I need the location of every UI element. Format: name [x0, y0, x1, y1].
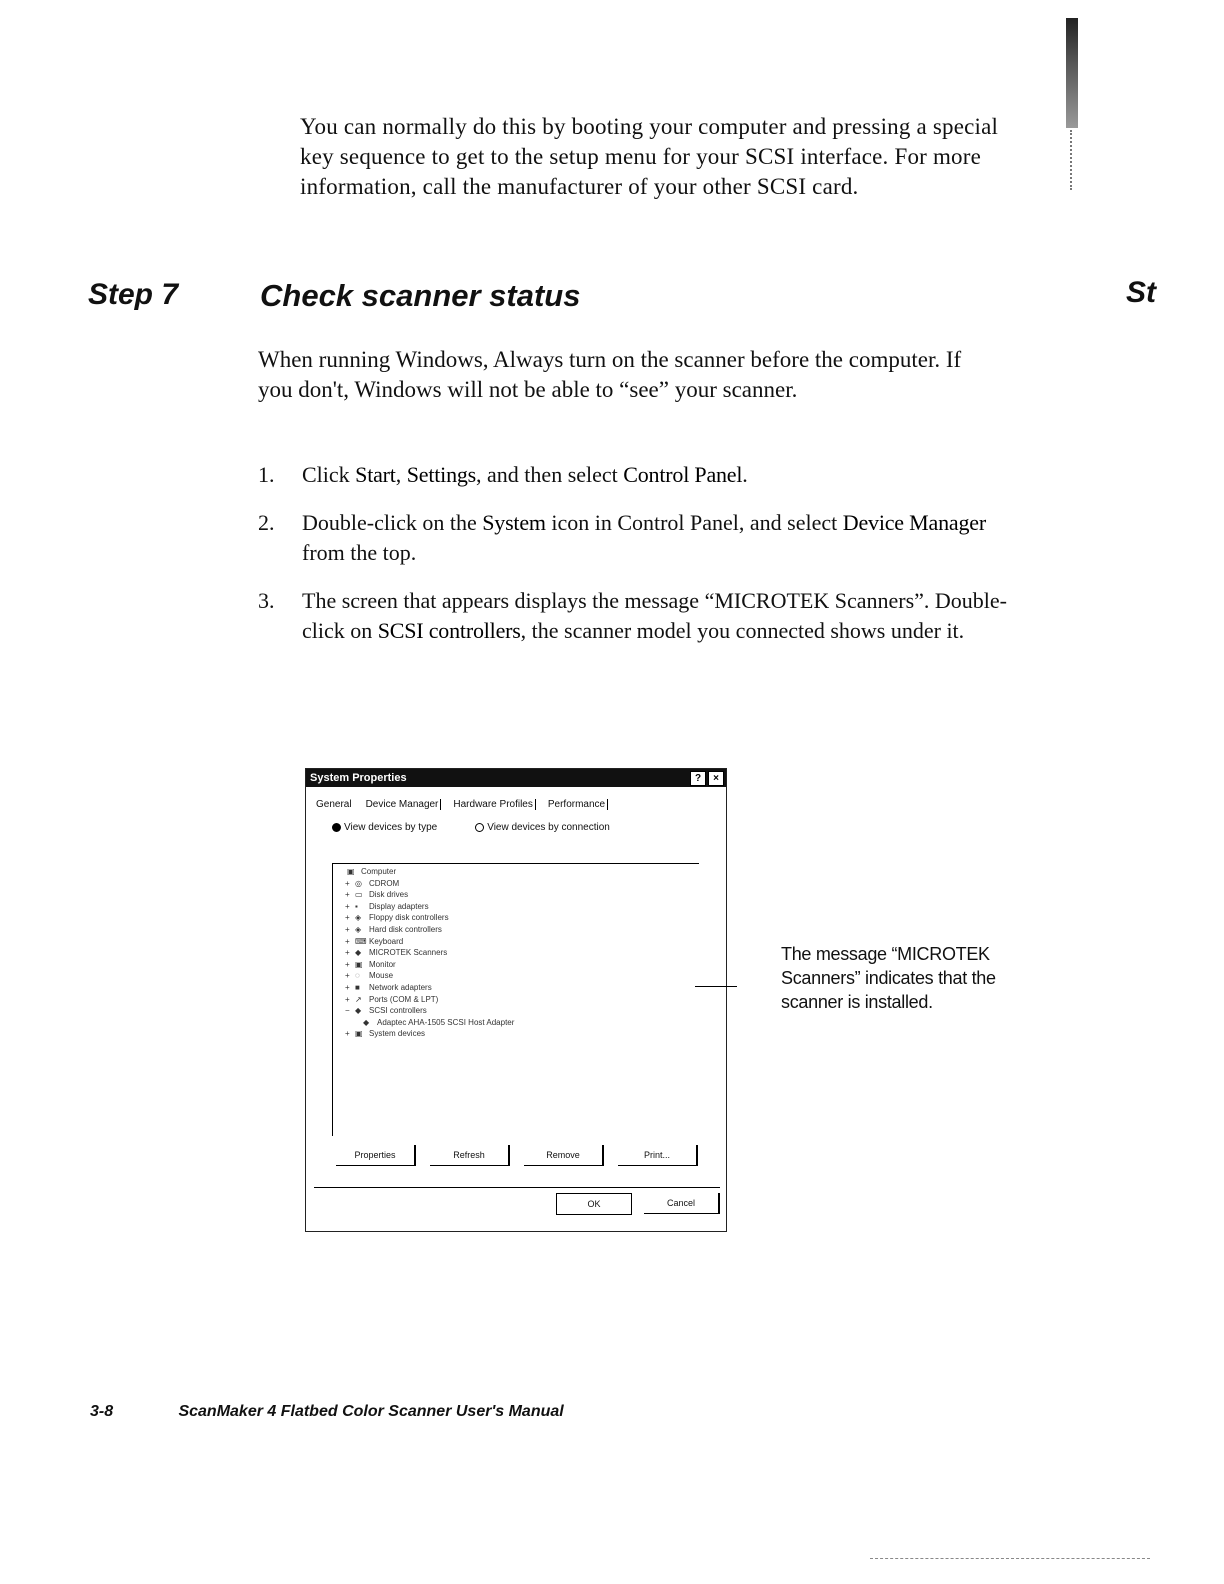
radio-selected-icon	[332, 823, 341, 832]
radio-unselected-icon	[475, 823, 484, 832]
step-number: 2.	[258, 510, 275, 535]
manual-title: ScanMaker 4 Flatbed Color Scanner User's Manual	[178, 1403, 564, 1420]
tab-hardware-profiles[interactable]: Hardware Profiles	[451, 799, 535, 810]
device-tree-label: CDROM	[369, 878, 400, 888]
ui-term: SCSI controllers	[377, 618, 521, 643]
ui-term: Device Manager	[842, 510, 986, 535]
device-tree-label: Mouse	[369, 971, 394, 981]
dialog-title: System Properties	[310, 772, 407, 784]
device-tree-label: Floppy disk controllers	[369, 913, 449, 923]
expand-toggle-icon[interactable]: +	[345, 924, 350, 934]
step-text: , the scanner model you connected shows under it.	[520, 618, 965, 643]
step-text: The screen that appears displays the message “MICROTEK Scanners”. Double-click on	[302, 588, 1007, 643]
step-text: , and then select	[476, 462, 624, 487]
page-number: 3-8	[90, 1403, 114, 1420]
cutoff-heading: St	[1126, 276, 1156, 309]
expand-toggle-icon[interactable]: +	[345, 901, 350, 911]
expand-toggle-icon[interactable]: +	[345, 936, 350, 946]
step-number: 1.	[258, 462, 275, 487]
step-text: icon in Control Panel, and select	[545, 510, 843, 535]
ok-button[interactable]: OK	[556, 1193, 632, 1215]
device-tree-item[interactable]	[337, 912, 699, 924]
device-tree-label: Hard disk controllers	[369, 924, 442, 934]
system-properties-dialog	[305, 768, 727, 1232]
expand-toggle-icon[interactable]: +	[345, 982, 350, 992]
figure-caption: The message “MICROTEK Scanners” indicates that the scanner is installed.	[781, 944, 996, 1012]
scan-artifact-specks	[1070, 130, 1078, 190]
ui-term: Start	[355, 462, 396, 487]
device-tree-item[interactable]	[337, 901, 699, 913]
disk-drive-icon: ▭	[355, 890, 363, 900]
scan-artifact-rule	[870, 1558, 1150, 1559]
device-tree-item[interactable]	[337, 1028, 699, 1040]
device-tree-label: System devices	[369, 1029, 426, 1039]
view-mode-radios	[306, 810, 726, 833]
expand-toggle-icon[interactable]: −	[345, 1006, 350, 1016]
device-tree-label: Adaptec AHA-1505 SCSI Host Adapter	[377, 1017, 515, 1027]
device-tree-item[interactable]	[337, 994, 699, 1006]
radio-by-type-label: View devices by type	[344, 822, 438, 833]
callout-line	[695, 986, 737, 987]
device-tree-list	[333, 864, 699, 1040]
ui-term: Settings	[406, 462, 477, 487]
step-text: from the top.	[302, 540, 417, 565]
device-tree-item[interactable]	[337, 878, 699, 890]
close-button[interactable]: ×	[708, 771, 724, 786]
instruction-step	[258, 460, 1028, 490]
ui-term: Control Panel	[623, 462, 743, 487]
dialog-divider	[314, 1187, 720, 1188]
expand-toggle-icon[interactable]: +	[345, 959, 350, 969]
instruction-list	[258, 460, 1028, 664]
intro-paragraph: You can normally do this by booting your computer and pressing a special key sequence to get to the setup menu for your SCSI interface. For more information, call the manufacturer of your other SCSI card.	[300, 114, 999, 199]
device-tree-label: Monitor	[369, 959, 396, 969]
tab-device-manager[interactable]: Device Manager	[364, 799, 442, 810]
system-devices-icon: ▣	[355, 1029, 363, 1039]
step-text: ,	[395, 462, 407, 487]
monitor-icon: ▣	[355, 959, 363, 969]
device-tree-item[interactable]	[337, 1017, 699, 1029]
cancel-button[interactable]: Cancel	[644, 1193, 720, 1214]
expand-toggle-icon[interactable]: +	[345, 971, 350, 981]
device-tree-label: Display adapters	[369, 901, 429, 911]
expand-toggle-icon[interactable]: +	[345, 913, 350, 923]
scanner-icon: ◆	[355, 948, 362, 958]
step-text: .	[742, 462, 748, 487]
step-title: Check scanner status	[260, 278, 581, 313]
floppy-controller-icon: ◈	[355, 913, 362, 923]
print-button[interactable]: Print...	[618, 1145, 698, 1166]
ui-term: System	[482, 510, 546, 535]
device-tree-item[interactable]	[337, 889, 699, 901]
dialog-titlebar	[306, 769, 726, 787]
properties-button[interactable]: Properties	[336, 1145, 416, 1166]
device-tree-item[interactable]	[337, 982, 699, 994]
device-tree-item[interactable]	[337, 947, 699, 959]
device-tree-item[interactable]	[337, 936, 699, 948]
device-tree-label: Ports (COM & LPT)	[369, 994, 439, 1004]
radio-view-by-connection[interactable]	[475, 822, 610, 833]
expand-toggle-icon[interactable]: +	[345, 878, 350, 888]
step-text: Click	[302, 462, 356, 487]
device-tree-label: Keyboard	[369, 936, 404, 946]
tab-general[interactable]: General	[316, 799, 352, 810]
device-tree-item[interactable]	[337, 1005, 699, 1017]
tab-performance[interactable]: Performance	[546, 799, 608, 810]
device-tree-label: MICROTEK Scanners	[369, 948, 448, 958]
device-button-row	[336, 1145, 698, 1166]
port-icon: ↗	[355, 994, 362, 1004]
hard-disk-controller-icon: ◈	[355, 924, 362, 934]
device-tree-item[interactable]	[337, 970, 699, 982]
remove-button[interactable]: Remove	[524, 1145, 604, 1166]
expand-toggle-icon[interactable]: +	[345, 948, 350, 958]
step-text: Double-click on the	[302, 510, 483, 535]
mouse-icon: ◌	[355, 971, 360, 981]
instruction-step	[258, 586, 1028, 646]
keyboard-icon: ⌨	[355, 936, 367, 946]
radio-by-connection-label: View devices by connection	[487, 822, 610, 833]
device-tree-label: Computer	[361, 867, 397, 876]
body-paragraph: When running Windows, Always turn on the scanner before the computer. If you don't, Windows will not be able to “see” your scanner.	[258, 347, 962, 402]
cdrom-icon: ◎	[355, 878, 362, 888]
device-tree-item[interactable]	[337, 866, 699, 878]
step-number: 3.	[258, 588, 275, 613]
scsi-adapter-icon: ◆	[363, 1017, 370, 1027]
expand-toggle-icon[interactable]: +	[345, 994, 350, 1004]
instruction-step	[258, 508, 1028, 568]
radio-view-by-type[interactable]	[332, 822, 437, 833]
device-tree[interactable]	[332, 863, 699, 1136]
scan-artifact-bar	[1066, 18, 1078, 128]
expand-toggle-icon[interactable]: +	[345, 890, 350, 900]
display-adapter-icon: ▪	[355, 901, 358, 911]
device-tree-label: Network adapters	[369, 982, 432, 992]
dialog-tabs	[306, 787, 726, 810]
device-tree-label: Disk drives	[369, 890, 409, 900]
step-label: Step 7	[88, 278, 179, 311]
expand-toggle-icon[interactable]: +	[345, 1029, 350, 1039]
device-tree-item[interactable]	[337, 924, 699, 936]
ok-cancel-row	[556, 1193, 720, 1215]
refresh-button[interactable]: Refresh	[430, 1145, 510, 1166]
device-tree-label: SCSI controllers	[369, 1006, 427, 1016]
computer-icon: ▣	[347, 867, 355, 876]
network-adapter-icon: ■	[355, 982, 360, 992]
device-tree-item[interactable]	[337, 959, 699, 971]
help-button[interactable]: ?	[690, 771, 706, 786]
page-footer	[90, 1403, 564, 1421]
scsi-controller-icon: ◆	[355, 1006, 362, 1016]
